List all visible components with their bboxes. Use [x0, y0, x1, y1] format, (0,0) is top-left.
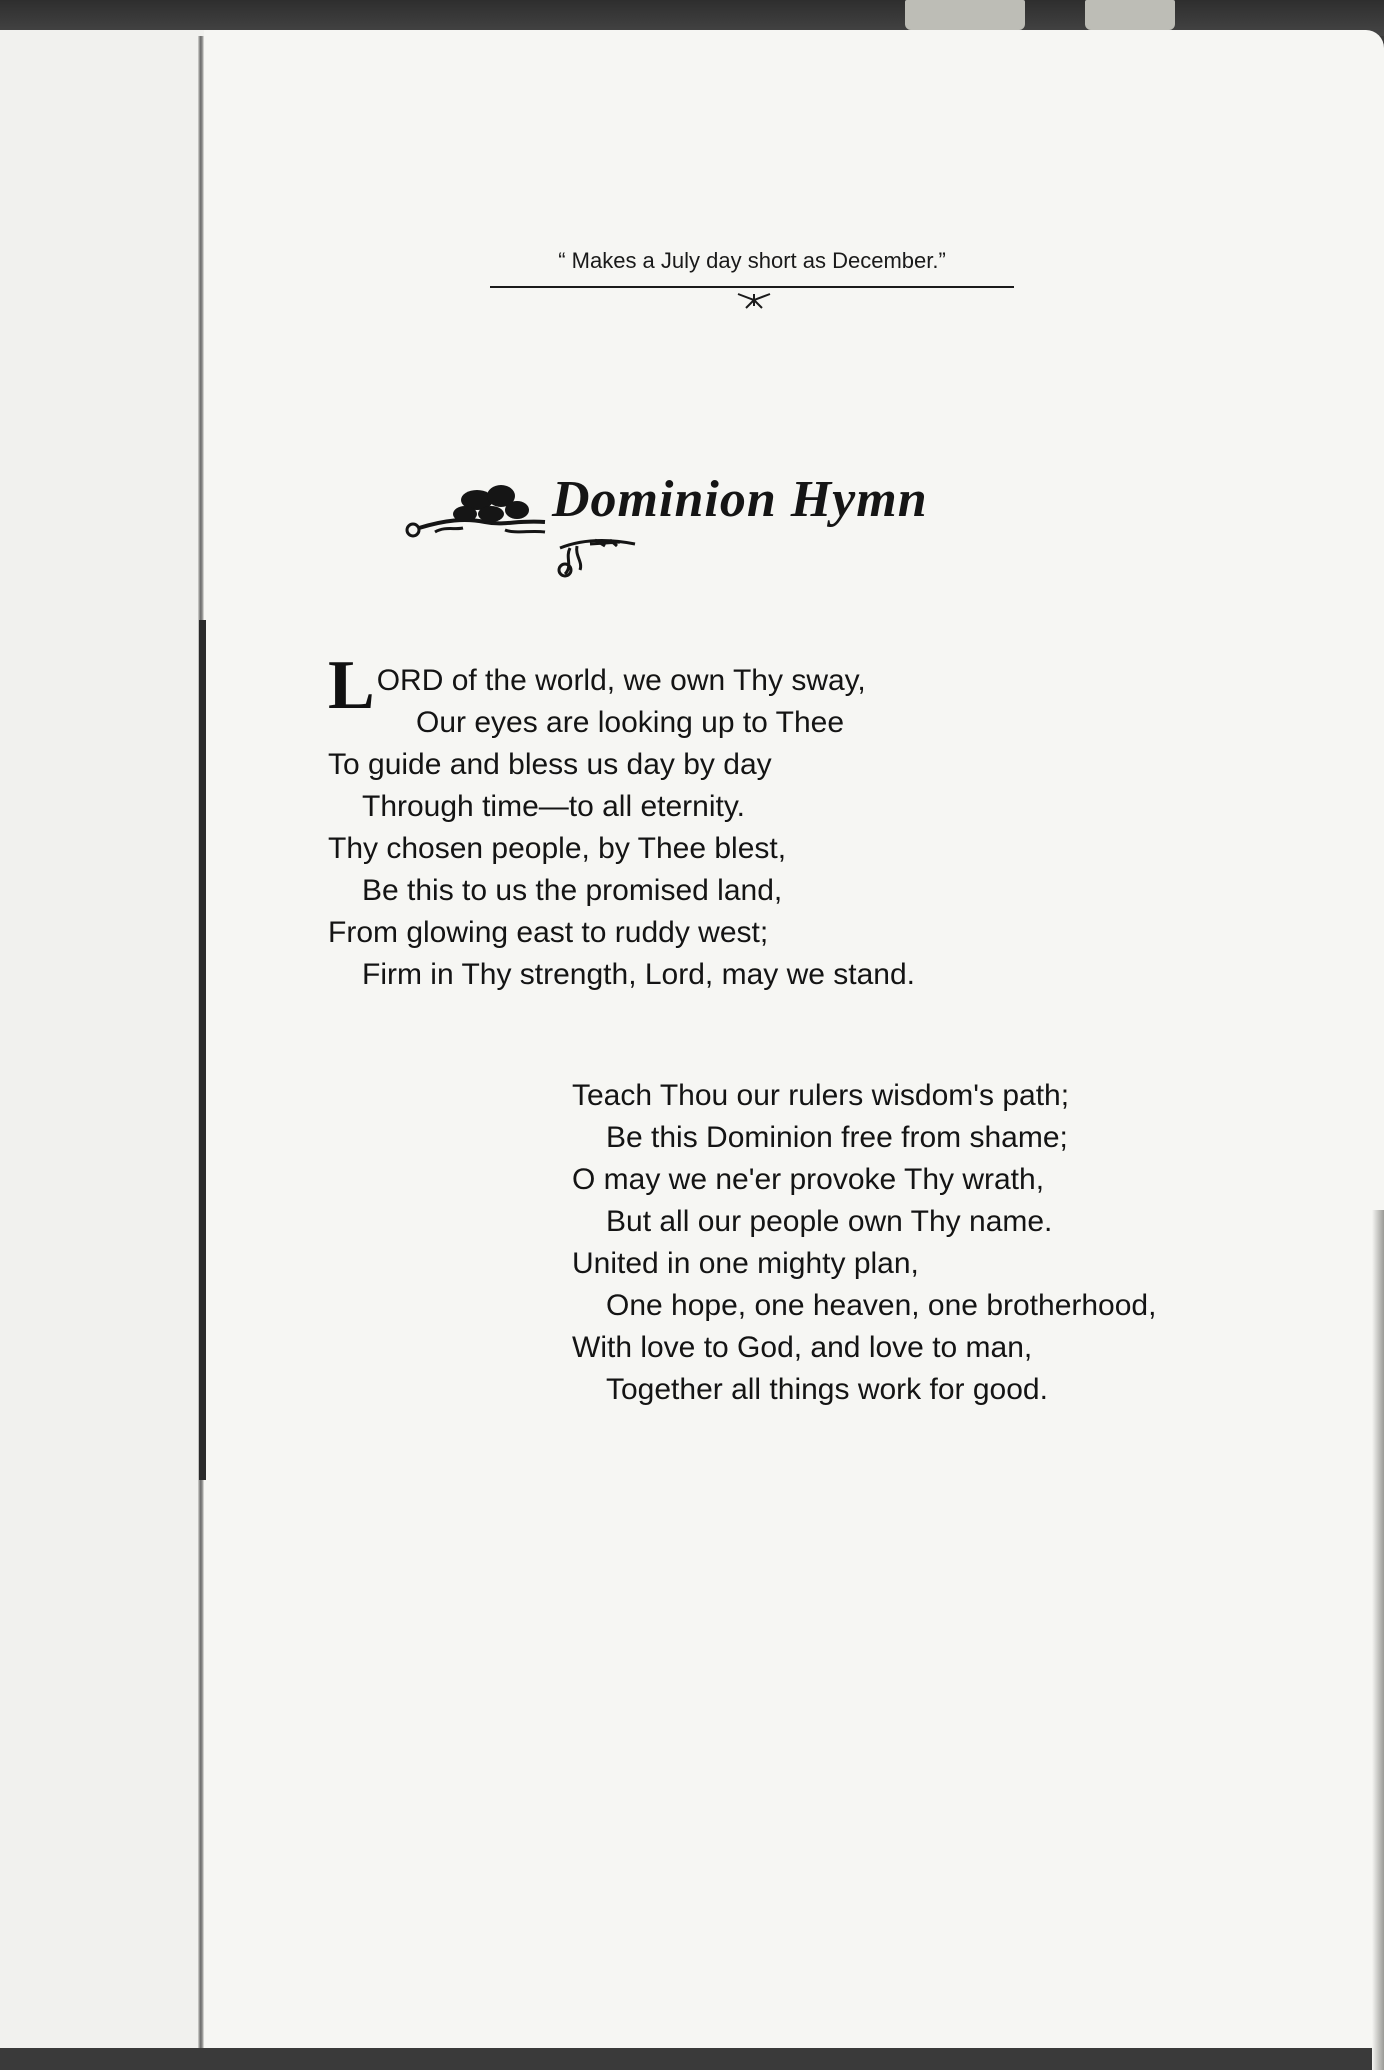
- paper-scrap: [905, 0, 1025, 30]
- stanza-line: O may we ne'er provoke Thy wrath,: [572, 1163, 1045, 1196]
- stanza-line: Be this Dominion free from shame;: [606, 1121, 1068, 1154]
- stanza-line: Together all things work for good.: [606, 1373, 1048, 1406]
- stanza-line: One hope, one heaven, one brotherhood,: [606, 1289, 1157, 1322]
- stanza-line: Through time—to all eternity.: [362, 790, 745, 823]
- stanza-line: Our eyes are looking up to Thee: [416, 706, 845, 739]
- left-page: [0, 30, 230, 2048]
- epigraph-rule: [490, 286, 1014, 288]
- stanza-line: With love to God, and love to man,: [572, 1331, 1033, 1364]
- right-page: [204, 30, 1384, 2048]
- stanza-line: To guide and bless us day by day: [328, 748, 772, 781]
- epigraph-quote: “ Makes a July day short as December.”: [558, 248, 946, 273]
- stanza-line: Be this to us the promised land,: [362, 874, 783, 907]
- drop-cap: L: [328, 647, 375, 724]
- stanza-line: Teach Thou our rulers wisdom's path;: [572, 1079, 1070, 1112]
- small-ornament-icon: [734, 290, 774, 310]
- paper-scrap: [1085, 0, 1175, 30]
- stanza-2: [572, 1075, 1156, 1411]
- stanza-line: United in one mighty plan,: [572, 1247, 919, 1280]
- page-edge-shadow: [1372, 1210, 1384, 2070]
- stanza-line: But all our people own Thy name.: [606, 1205, 1053, 1238]
- stanza-line-text: ORD of the world, we own Thy sway,: [376, 664, 866, 697]
- book-spine-shadow: [199, 620, 206, 1480]
- stanza-line: Thy chosen people, by Thee blest,: [328, 832, 787, 865]
- page-title: Dominion Hymn: [552, 471, 928, 528]
- stanza-line: Firm in Thy strength, Lord, may we stand.: [362, 958, 915, 991]
- stanza-line: From glowing east to ruddy west;: [328, 916, 769, 949]
- stanza-1: [328, 647, 915, 996]
